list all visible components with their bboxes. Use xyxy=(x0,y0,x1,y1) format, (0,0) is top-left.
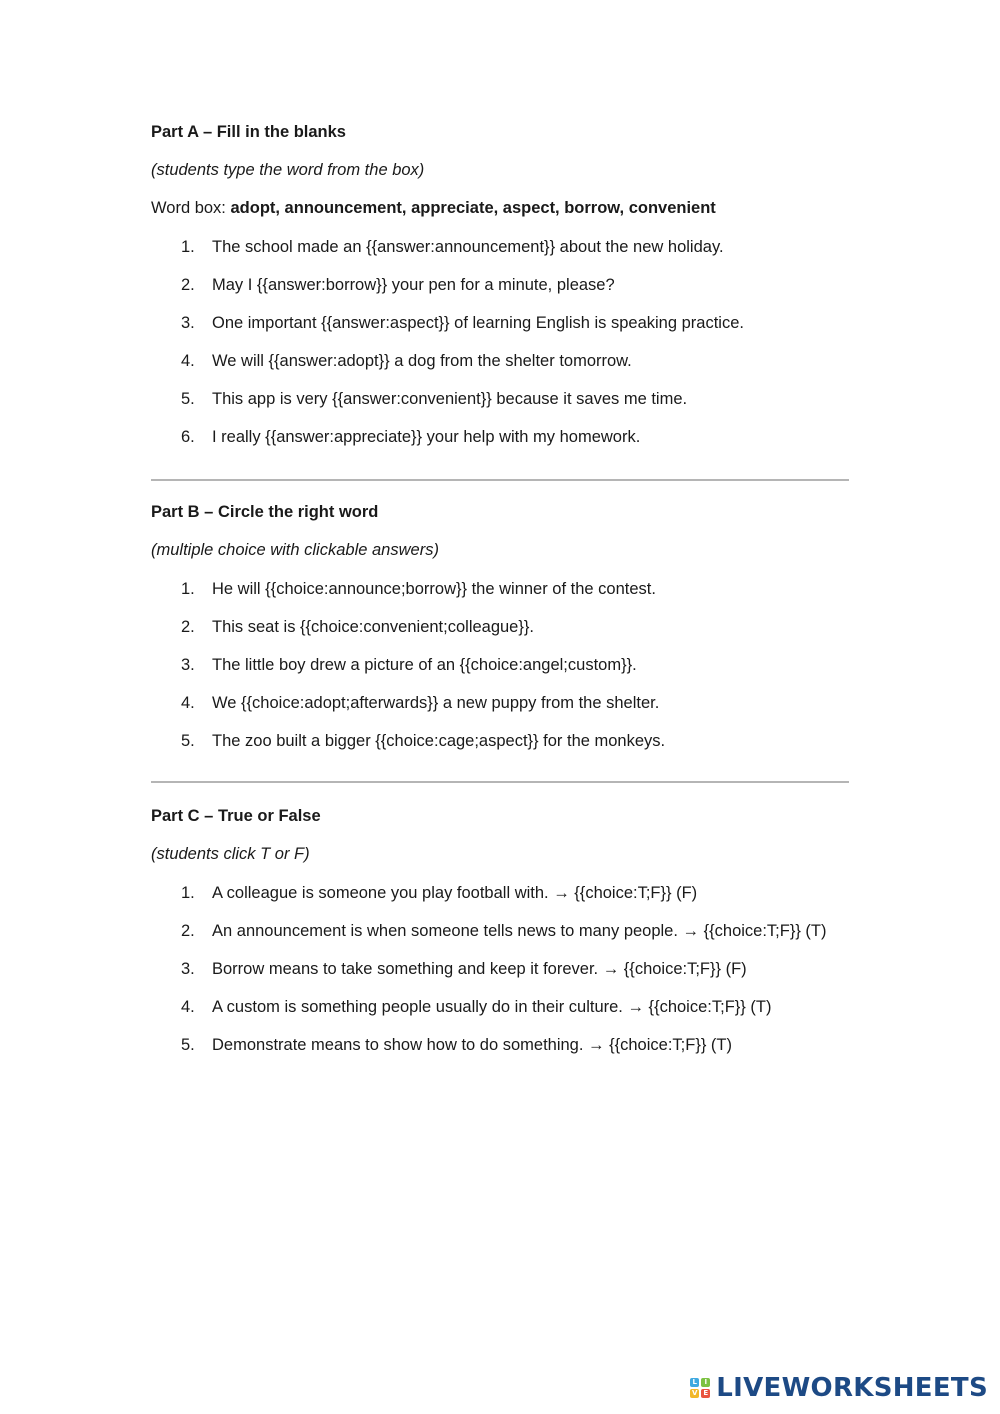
part-c-title: Part C – True or False xyxy=(151,807,321,825)
list-item xyxy=(151,615,849,639)
liveworksheets-logo[interactable] xyxy=(690,1371,988,1405)
part-c-list xyxy=(151,881,849,1057)
item-number: 5. xyxy=(181,732,195,750)
item-text: We {{choice:adopt;afterwards}} a new puppy from the shelter. xyxy=(212,694,660,712)
item-text: May I {{answer:borrow}} your pen for a minute, please? xyxy=(212,276,615,294)
item-text: The school made an {{answer:announcement}} about the new holiday. xyxy=(212,238,724,256)
logo-square-v: V xyxy=(692,1389,698,1397)
logo-square-l: L xyxy=(690,1378,699,1387)
item-number: 1. xyxy=(181,238,195,256)
item-number: 2. xyxy=(181,922,195,940)
item-number: 1. xyxy=(181,580,195,598)
item-text: This app is very {{answer:convenient}} because it saves me time. xyxy=(212,390,688,408)
word-box-label: Word box: xyxy=(151,199,231,217)
item-text: An announcement is when someone tells news to many people. → {{choice:T;F}} (T) xyxy=(212,922,827,940)
part-b-instruction: (multiple choice with clickable answers) xyxy=(151,541,439,559)
item-number: 3. xyxy=(181,314,195,332)
item-text: The little boy drew a picture of an {{choice:angel;custom}}. xyxy=(212,656,637,674)
list-item xyxy=(151,311,849,335)
item-text: One important {{answer:aspect}} of learning English is speaking practice. xyxy=(212,314,744,332)
item-text: This seat is {{choice:convenient;colleague}}. xyxy=(212,618,534,636)
item-number: 1. xyxy=(181,884,195,902)
part-b-title: Part B – Circle the right word xyxy=(151,503,379,521)
section-divider xyxy=(151,781,849,783)
list-item xyxy=(151,425,849,449)
item-number: 6. xyxy=(181,428,195,446)
item-text: We will {{answer:adopt}} a dog from the shelter tomorrow. xyxy=(212,352,632,370)
item-number: 4. xyxy=(181,694,195,712)
item-number: 3. xyxy=(181,960,195,978)
list-item xyxy=(151,691,849,715)
item-number: 5. xyxy=(181,1036,195,1054)
list-item xyxy=(151,957,849,981)
item-number: 5. xyxy=(181,390,195,408)
part-a-instruction: (students type the word from the box) xyxy=(151,161,425,179)
list-item xyxy=(151,273,849,297)
list-item xyxy=(151,349,849,373)
item-number: 3. xyxy=(181,656,195,674)
item-text: The zoo built a bigger {{choice:cage;aspect}} for the monkeys. xyxy=(212,732,666,750)
section-divider xyxy=(151,479,849,481)
part-a-section xyxy=(151,121,849,449)
part-b-section xyxy=(151,501,849,753)
item-text: A custom is something people usually do in their culture. → {{choice:T;F}} (T) xyxy=(212,998,772,1016)
list-item xyxy=(151,387,849,411)
part-a-list xyxy=(151,235,849,449)
worksheet-page xyxy=(151,121,849,1057)
logo-square-e: E xyxy=(701,1389,710,1398)
list-item xyxy=(151,1033,849,1057)
logo-text: LIVEWORKSHEETS xyxy=(716,1373,988,1403)
word-box xyxy=(151,197,849,219)
item-number: 4. xyxy=(181,352,195,370)
logo-square-i: I xyxy=(701,1378,710,1387)
list-item xyxy=(151,729,849,753)
item-number: 2. xyxy=(181,618,195,636)
list-item xyxy=(151,235,849,259)
list-item xyxy=(151,881,849,905)
item-number: 4. xyxy=(181,998,195,1016)
item-text: I really {{answer:appreciate}} your help with my homework. xyxy=(212,428,641,446)
part-a-title: Part A – Fill in the blanks xyxy=(151,123,346,141)
list-item xyxy=(151,653,849,677)
item-text: He will {{choice:announce;borrow}} the winner of the contest. xyxy=(212,580,656,598)
list-item xyxy=(151,577,849,601)
list-item xyxy=(151,995,849,1019)
part-c-section xyxy=(151,805,849,1057)
item-number: 2. xyxy=(181,276,195,294)
part-c-instruction: (students click T or F) xyxy=(151,845,310,863)
list-item xyxy=(151,919,849,943)
liveworksheets-logo-icon xyxy=(690,1378,710,1398)
word-box-words: adopt, announcement, appreciate, aspect, borrow, convenient xyxy=(230,199,716,217)
part-b-list xyxy=(151,577,849,753)
item-text: Borrow means to take something and keep it forever. → {{choice:T;F}} (F) xyxy=(212,960,747,978)
item-text: A colleague is someone you play football with. → {{choice:T;F}} (F) xyxy=(212,884,698,902)
item-text: Demonstrate means to show how to do something. → {{choice:T;F}} (T) xyxy=(212,1036,732,1054)
